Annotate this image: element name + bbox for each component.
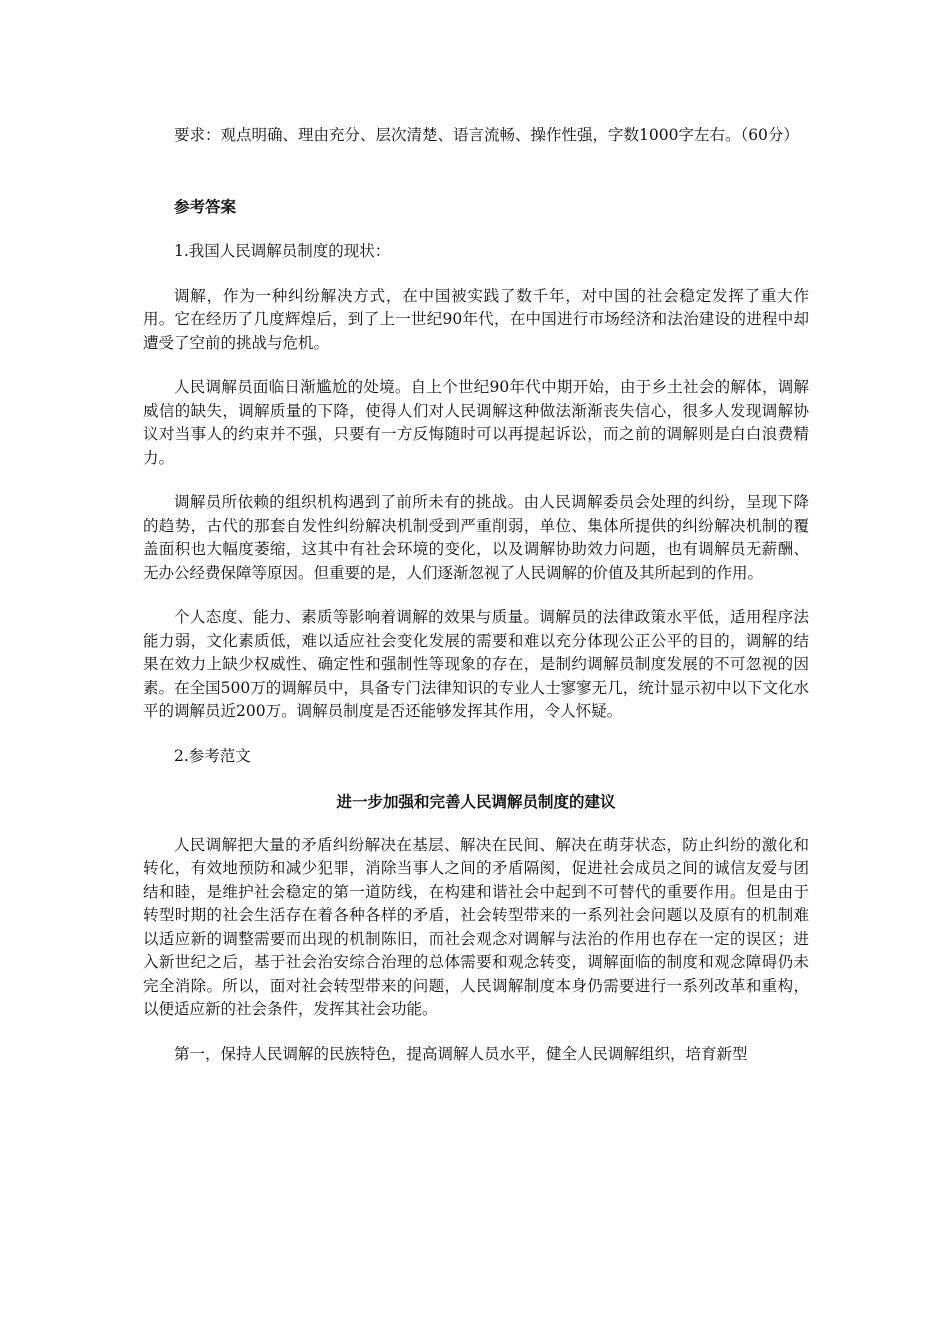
- section1-paragraph-3: 调解员所依赖的组织机构遇到了前所未有的挑战。由人民调解委员会处理的纠纷，呈现下降的趋势，古代的那套自发性纠纷解决机制受到严重削弱，单位、集体所提供的纠纷解决机制的覆盖面积也大幅度萎缩，这其中有社会环境的变化，以及调解协助效力问题，也有调解员无薪酬、无办公经费保障等原因。但重要的是，人们逐渐忽视了人民调解的价值及其所起到的作用。: [143, 493, 809, 582]
- answer-heading: 参考答案: [174, 196, 237, 216]
- section1-heading: 1.我国人民调解员制度的现状：: [174, 242, 391, 260]
- essay-paragraph-2: 第一，保持人民调解的民族特色，提高调解人员水平，健全人民调解组织，培育新型: [174, 1044, 748, 1063]
- section1-paragraph-1: 调解，作为一种纠纷解决方式，在中国被实践了数千年，对中国的社会稳定发挥了重大作用。它在经历了几度辉煌后，到了上一世纪90年代，在中国进行市场经济和法治建设的进程中却遭受了空前的挑战与危机。: [143, 286, 809, 352]
- document-page: [143, 124, 809, 1066]
- section1-paragraph-2: 人民调解员面临日渐尴尬的处境。自上个世纪90年代中期开始，由于乡土社会的解体，调解威信的缺失，调解质量的下降，使得人们对人民调解这种做法渐渐丧失信心，很多人发现调解协议对当事人的约束并不强，只要有一方反悔随时可以再提起诉讼，而之前的调解则是白白浪费精力。: [143, 378, 809, 467]
- essay-title: 进一步加强和完善人民调解员制度的建议: [336, 792, 616, 811]
- essay-paragraph-1: 人民调解把大量的矛盾纠纷解决在基层、解决在民间、解决在萌芽状态，防止纠纷的激化和转化，有效地预防和减少犯罪，消除当事人之间的矛盾隔阂，促进社会成员之间的诚信友爱与团结和睦，是维护社会稳定的第一道防线，在构建和谐社会中起到不可替代的重要作用。但是由于转型时期的社会生活存在着各种各样的矛盾，社会转型带来的一系列社会问题以及原有的机制难以适应新的调整需要而出现的机制陈旧，而社会观念对调解与法治的作用也存在一定的误区；进入新世纪之后，基于社会治安综合治理的总体需要和观念转变，调解面临的制度和观念障碍仍未完全消除。所以，面对社会转型带来的问题，人民调解制度本身仍需要进行一系列改革和重构，以便适应新的社会条件，发挥其社会功能。: [143, 835, 809, 1018]
- section2-heading: 2.参考范文: [174, 746, 251, 765]
- section1-paragraph-4: 个人态度、能力、素质等影响着调解的效果与质量。调解员的法律政策水平低，适用程序法能力弱，文化素质低，难以适应社会变化发展的需要和难以充分体现公正公平的目的，调解的结果在效力上缺少权威性、确定性和强制性等现象的存在，是制约调解员制度发展的不可忽视的因素。在全国500万的调解员中，具备专门法律知识的专业人士寥寥无几，统计显示初中以下文化水平的调解员近200万。调解员制度是否还能够发挥其作用，令人怀疑。: [143, 608, 809, 720]
- requirement-text: 要求：观点明确、理由充分、层次清楚、语言流畅、操作性强，字数1000字左右。（60分）: [174, 126, 799, 144]
